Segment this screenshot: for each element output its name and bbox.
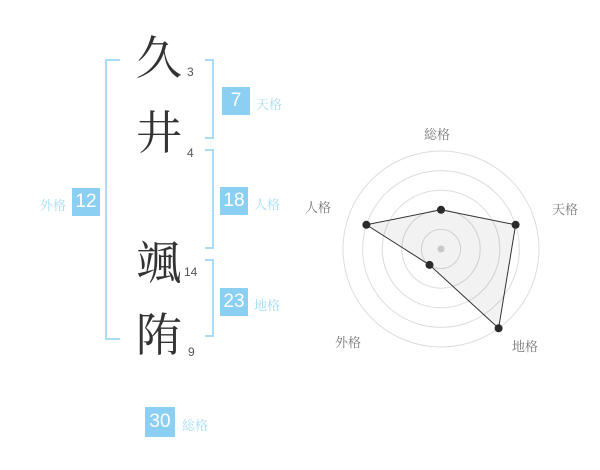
stroke-count-1: 3 <box>187 65 194 79</box>
jinkaku-value-badge: 18 <box>220 187 248 215</box>
radar-point <box>362 221 370 229</box>
tenkaku-bracket <box>205 59 214 139</box>
radar-point <box>495 324 503 332</box>
stroke-count-4: 9 <box>188 345 195 359</box>
radar-point <box>512 221 520 229</box>
chikaku-value-badge: 23 <box>220 288 248 316</box>
radar-axis-label: 外格 <box>334 335 362 350</box>
radar-axis-label: 総格 <box>423 127 451 142</box>
radar-point <box>426 261 434 269</box>
name-character-2: 井 <box>136 107 182 159</box>
soukaku-value-badge: 30 <box>145 407 175 437</box>
jinkaku-label: 人格 <box>254 197 281 212</box>
radar-chart-svg <box>301 109 581 389</box>
chikaku-label: 地格 <box>254 298 281 313</box>
radar-center-dot <box>438 246 445 253</box>
name-character-3: 颯 <box>136 237 182 289</box>
name-character-4: 陏 <box>136 309 182 361</box>
chikaku-bracket <box>205 259 214 337</box>
radar-axis-label: 天格 <box>551 202 579 217</box>
radar-polygon <box>366 210 515 328</box>
gaikaku-label: 外格 <box>40 198 67 213</box>
stroke-count-2: 4 <box>187 146 194 160</box>
gaikaku-bracket <box>105 59 120 340</box>
name-character-1: 久 <box>136 32 182 84</box>
radar-point <box>437 206 445 214</box>
soukaku-label: 総格 <box>182 418 209 433</box>
gaikaku-value-badge: 12 <box>72 188 100 216</box>
tenkaku-label: 天格 <box>256 97 283 112</box>
stroke-count-3: 14 <box>184 265 198 279</box>
fortune-radar-chart <box>301 109 581 389</box>
tenkaku-value-badge: 7 <box>222 87 250 115</box>
radar-axis-label: 地格 <box>511 339 539 354</box>
radar-axis-label: 人格 <box>304 200 332 215</box>
jinkaku-bracket <box>205 149 214 249</box>
